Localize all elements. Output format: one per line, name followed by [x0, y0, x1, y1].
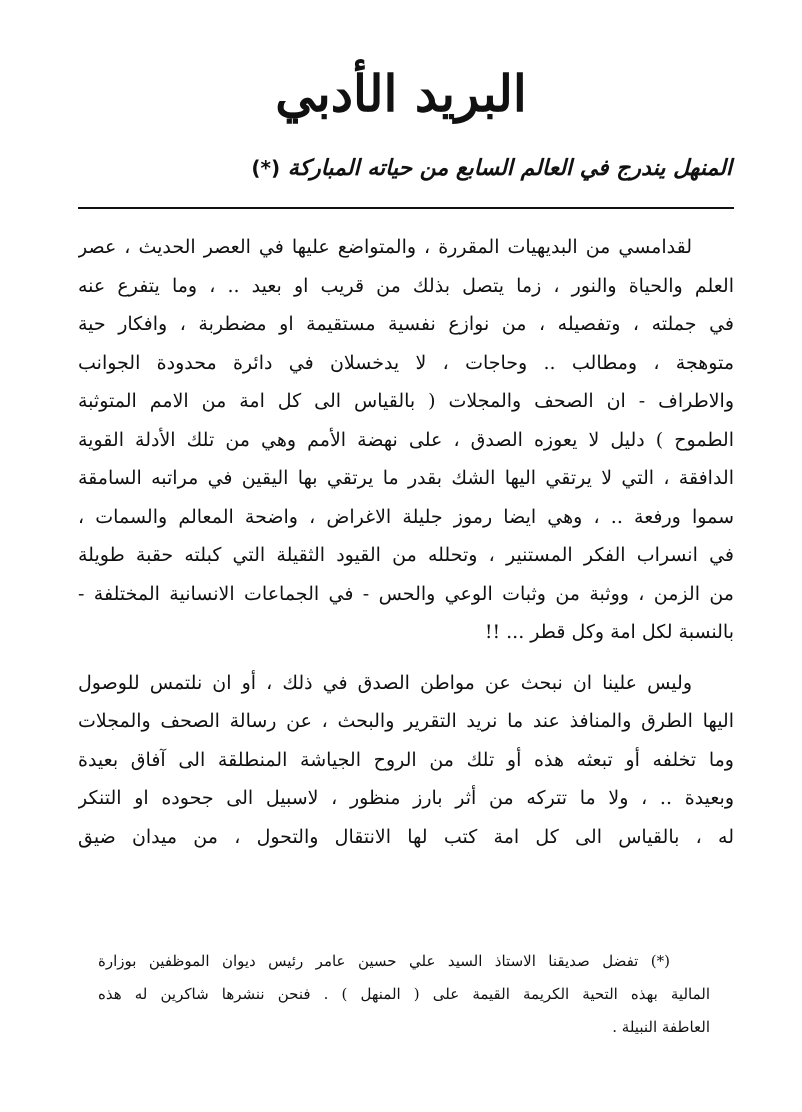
text-line: من الزمن ، ووثبة من وثبات الوعي والحس - في الجماعات الانسانية المختلفة -	[78, 582, 734, 605]
footnote-line: (*) تفضل صديقنا الاستاذ السيد علي حسين عامر رئيس ديوان الموظفين بوزارة	[98, 952, 670, 970]
text-line: الدافقة ، التي لا يرتقي اليها الشك بقدر ما يرتقي بها اليقين في مراتبه السامقة	[78, 467, 734, 489]
text-line: العلم والحياة والنور ، زما يتصل بذلك من قريب او بعيد .. ، وما يتفرع عنه	[78, 274, 734, 297]
text-line: وما تخلفه أو تبعثه هذه أو تلك من الروح الجياشة المنطلقة الى آفاق بعيدة	[78, 748, 734, 771]
article-headline	[72, 156, 732, 181]
masthead-title: البريد الأدبي	[275, 64, 527, 123]
footnote-line: المالية بهذه التحية الكريمة القيمة على ( المنهل ) . فنحن ننشرها شاكرين له هذه	[98, 985, 710, 1003]
text-line: في جملته ، وتفصيله ، من نوازع نفسية مستقيمة او مضطربة ، وافكار حية	[78, 313, 734, 335]
paragraph-1	[78, 228, 734, 652]
text-line: وبعيدة .. ، ولا ما تتركه من أثر بارز منظور ، لاسبيل الى جحوده او التنكر	[78, 787, 734, 809]
text-line: الطموح ) دليل لا يعوزه الصدق ، على نهضة الأمم وهي من تلك الأدلة القوية	[78, 428, 734, 451]
headline-divider	[78, 207, 734, 209]
text-line: اليها الطرق والمنافذ عند ما نريد التقرير والبحث ، عن رسالة الصحف والمجلات	[78, 710, 734, 732]
paragraph-gap	[78, 652, 734, 664]
article-body	[78, 228, 734, 856]
text-line: في انسراب الفكر المستنير ، وتحلله من القيود الثقيلة التي كبلته حقبة طويلة	[78, 544, 734, 566]
text-line: سموا ورفعة .. ، وهي ايضا رموز جليلة الاغراض ، واضحة المعالم والسمات ،	[78, 505, 734, 528]
paragraph-2	[78, 664, 734, 857]
text-line: له ، بالقياس الى كل امة كتب لها الانتقال والتحول ، من ميدان ضيق	[78, 825, 734, 848]
text-line: متوهجة ، ومطالب .. وحاجات ، لا يدخسلان في دائرة محدودة الجوانب	[78, 351, 734, 374]
footnote-line: العاطفة النبيلة .	[612, 1018, 710, 1036]
footnote-mark: (*)	[251, 156, 281, 180]
text-line: لقدامسي من البديهيات المقررة ، والمتواضع عليها في العصر الحديث ، عصر	[78, 236, 692, 258]
text-line: والاطراف - ان الصحف والمجلات ( بالقياس الى كل امة من الامم المتوثبة	[78, 390, 734, 412]
footnote	[98, 945, 710, 1044]
text-line: بالنسبة لكل امة وكل قطر ... !!	[484, 621, 734, 643]
text-line: وليس علينا ان نبحث عن مواطن الصدق في ذلك ، أو ان نلتمس للوصول	[78, 671, 692, 694]
headline-text: المنهل يندرج في العالم السابع من حياته المباركة	[287, 156, 732, 181]
